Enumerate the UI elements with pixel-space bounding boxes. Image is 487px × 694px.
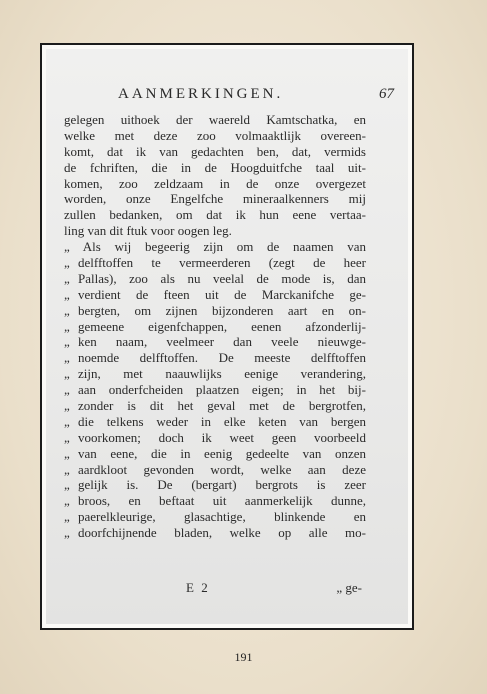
- text-line: [64, 525, 366, 541]
- line-text: gemeene eigenfchappen, eenen afzonderlij-: [78, 318, 366, 334]
- folio-number: 191: [234, 650, 253, 664]
- line-text: aan onderfcheiden plaatzen eigen; in het bij-: [78, 382, 366, 398]
- line-text: welke met deze zoo volmaaktlijk overeen-: [64, 127, 366, 143]
- text-line: [64, 255, 366, 271]
- text-line: [64, 160, 366, 176]
- page-number: 67: [379, 86, 394, 102]
- line-text: van eene, die in eenig gedeelte van onzen: [78, 445, 366, 461]
- quote-mark: „: [64, 382, 70, 398]
- line-text: worden, onze Engelfche mineraalkenners mij: [64, 191, 366, 207]
- line-text: verdient de fteen uit de Marckanifche ge-: [78, 286, 366, 302]
- line-text: Pallas), zoo als nu veelal de mode is, dan: [78, 270, 366, 286]
- line-text: komen, zoo zeldzaam in de onze overgezet: [64, 175, 366, 191]
- quote-mark: „: [64, 398, 70, 414]
- line-text: de fchriften, die in de Hoogduitfche taal uit-: [64, 159, 366, 175]
- text-line: [64, 414, 366, 430]
- line-text: die telkens weder in elke keten van bergen: [78, 413, 366, 429]
- quote-mark: „: [64, 366, 70, 382]
- text-line: [64, 223, 366, 239]
- quote-mark: „: [64, 334, 70, 350]
- quote-mark: „: [64, 445, 70, 461]
- quote-mark: „: [64, 429, 70, 445]
- line-text: paerelkleurige, glasachtige, blinkende en: [78, 509, 366, 525]
- line-text: aardkloot gevonden wordt, welke aan deze: [78, 461, 366, 477]
- text-line: [64, 239, 366, 255]
- line-text: zijn, met naauwlijks eenige verandering,: [78, 366, 366, 382]
- line-text: zonder is dit het geval met de bergrotfen,: [78, 398, 366, 414]
- line-text: ling van dit ftuk voor oogen leg.: [64, 223, 232, 239]
- quote-mark: „: [64, 461, 70, 477]
- text-line: [64, 446, 366, 462]
- line-text: gelegen uithoek der waereld Kamtschatka, en: [64, 112, 366, 127]
- text-line: [64, 334, 366, 350]
- text-line: [64, 382, 366, 398]
- quote-mark: „: [64, 255, 70, 271]
- quote-mark: „: [64, 477, 70, 493]
- line-text: delfftoffen te vermeerderen (zegt de heer: [78, 255, 366, 271]
- quote-mark: „: [64, 286, 70, 302]
- text-line: [64, 271, 366, 287]
- line-text: gelijk is. De (bergart) bergrots is zeer: [78, 477, 366, 493]
- line-text: komt, dat ik van gedachten ben, dat, vermids: [64, 143, 366, 159]
- line-text: voorkomen; doch ik weet geen voorbeeld: [78, 429, 366, 445]
- text-line: [64, 319, 366, 335]
- text-line: [64, 493, 366, 509]
- line-text: doorfchijnende bladen, welke op alle mo-: [78, 525, 366, 541]
- text-line: [64, 112, 366, 128]
- text-line: [64, 430, 366, 446]
- quote-mark: „: [64, 318, 70, 334]
- line-text: ken naam, veelmeer dan veele nieuwge-: [78, 334, 366, 350]
- text-line: [64, 350, 366, 366]
- page-footer: [64, 580, 366, 598]
- page-header: [76, 86, 406, 108]
- text-line: [64, 176, 366, 192]
- line-text: noemde delfftoffen. De meeste delfftoffen: [78, 350, 366, 366]
- quote-mark: „: [64, 509, 70, 525]
- line-text: zullen bedanken, om dat ik hun eene vertaa-: [64, 207, 366, 223]
- quote-mark: „: [64, 413, 70, 429]
- quote-mark: „: [64, 525, 70, 541]
- line-text: broos, en beftaat uit aanmerkelijk dunne,: [78, 493, 366, 509]
- line-text: „ Als wij begeerig zijn om de naamen van: [64, 239, 366, 255]
- text-line: [64, 287, 366, 303]
- text-line: [64, 398, 366, 414]
- signature-mark: E 2: [186, 580, 210, 595]
- text-line: [64, 191, 366, 207]
- text-line: [64, 128, 366, 144]
- quote-mark: „: [64, 270, 70, 286]
- text-line: [64, 207, 366, 223]
- line-text: bergten, om zijnen bijzonderen aart en on-: [78, 302, 366, 318]
- quote-mark: „: [64, 350, 70, 366]
- text-line: [64, 366, 366, 382]
- text-line: [64, 462, 366, 478]
- text-line: [64, 477, 366, 493]
- quote-mark: „: [64, 302, 70, 318]
- running-head: AANMERKINGEN.: [118, 86, 284, 102]
- quote-mark: „: [64, 493, 70, 509]
- text-line: [64, 509, 366, 525]
- catchword: „ ge-: [336, 580, 362, 595]
- body-text: [64, 112, 366, 541]
- text-line: [64, 144, 366, 160]
- text-line: [64, 303, 366, 319]
